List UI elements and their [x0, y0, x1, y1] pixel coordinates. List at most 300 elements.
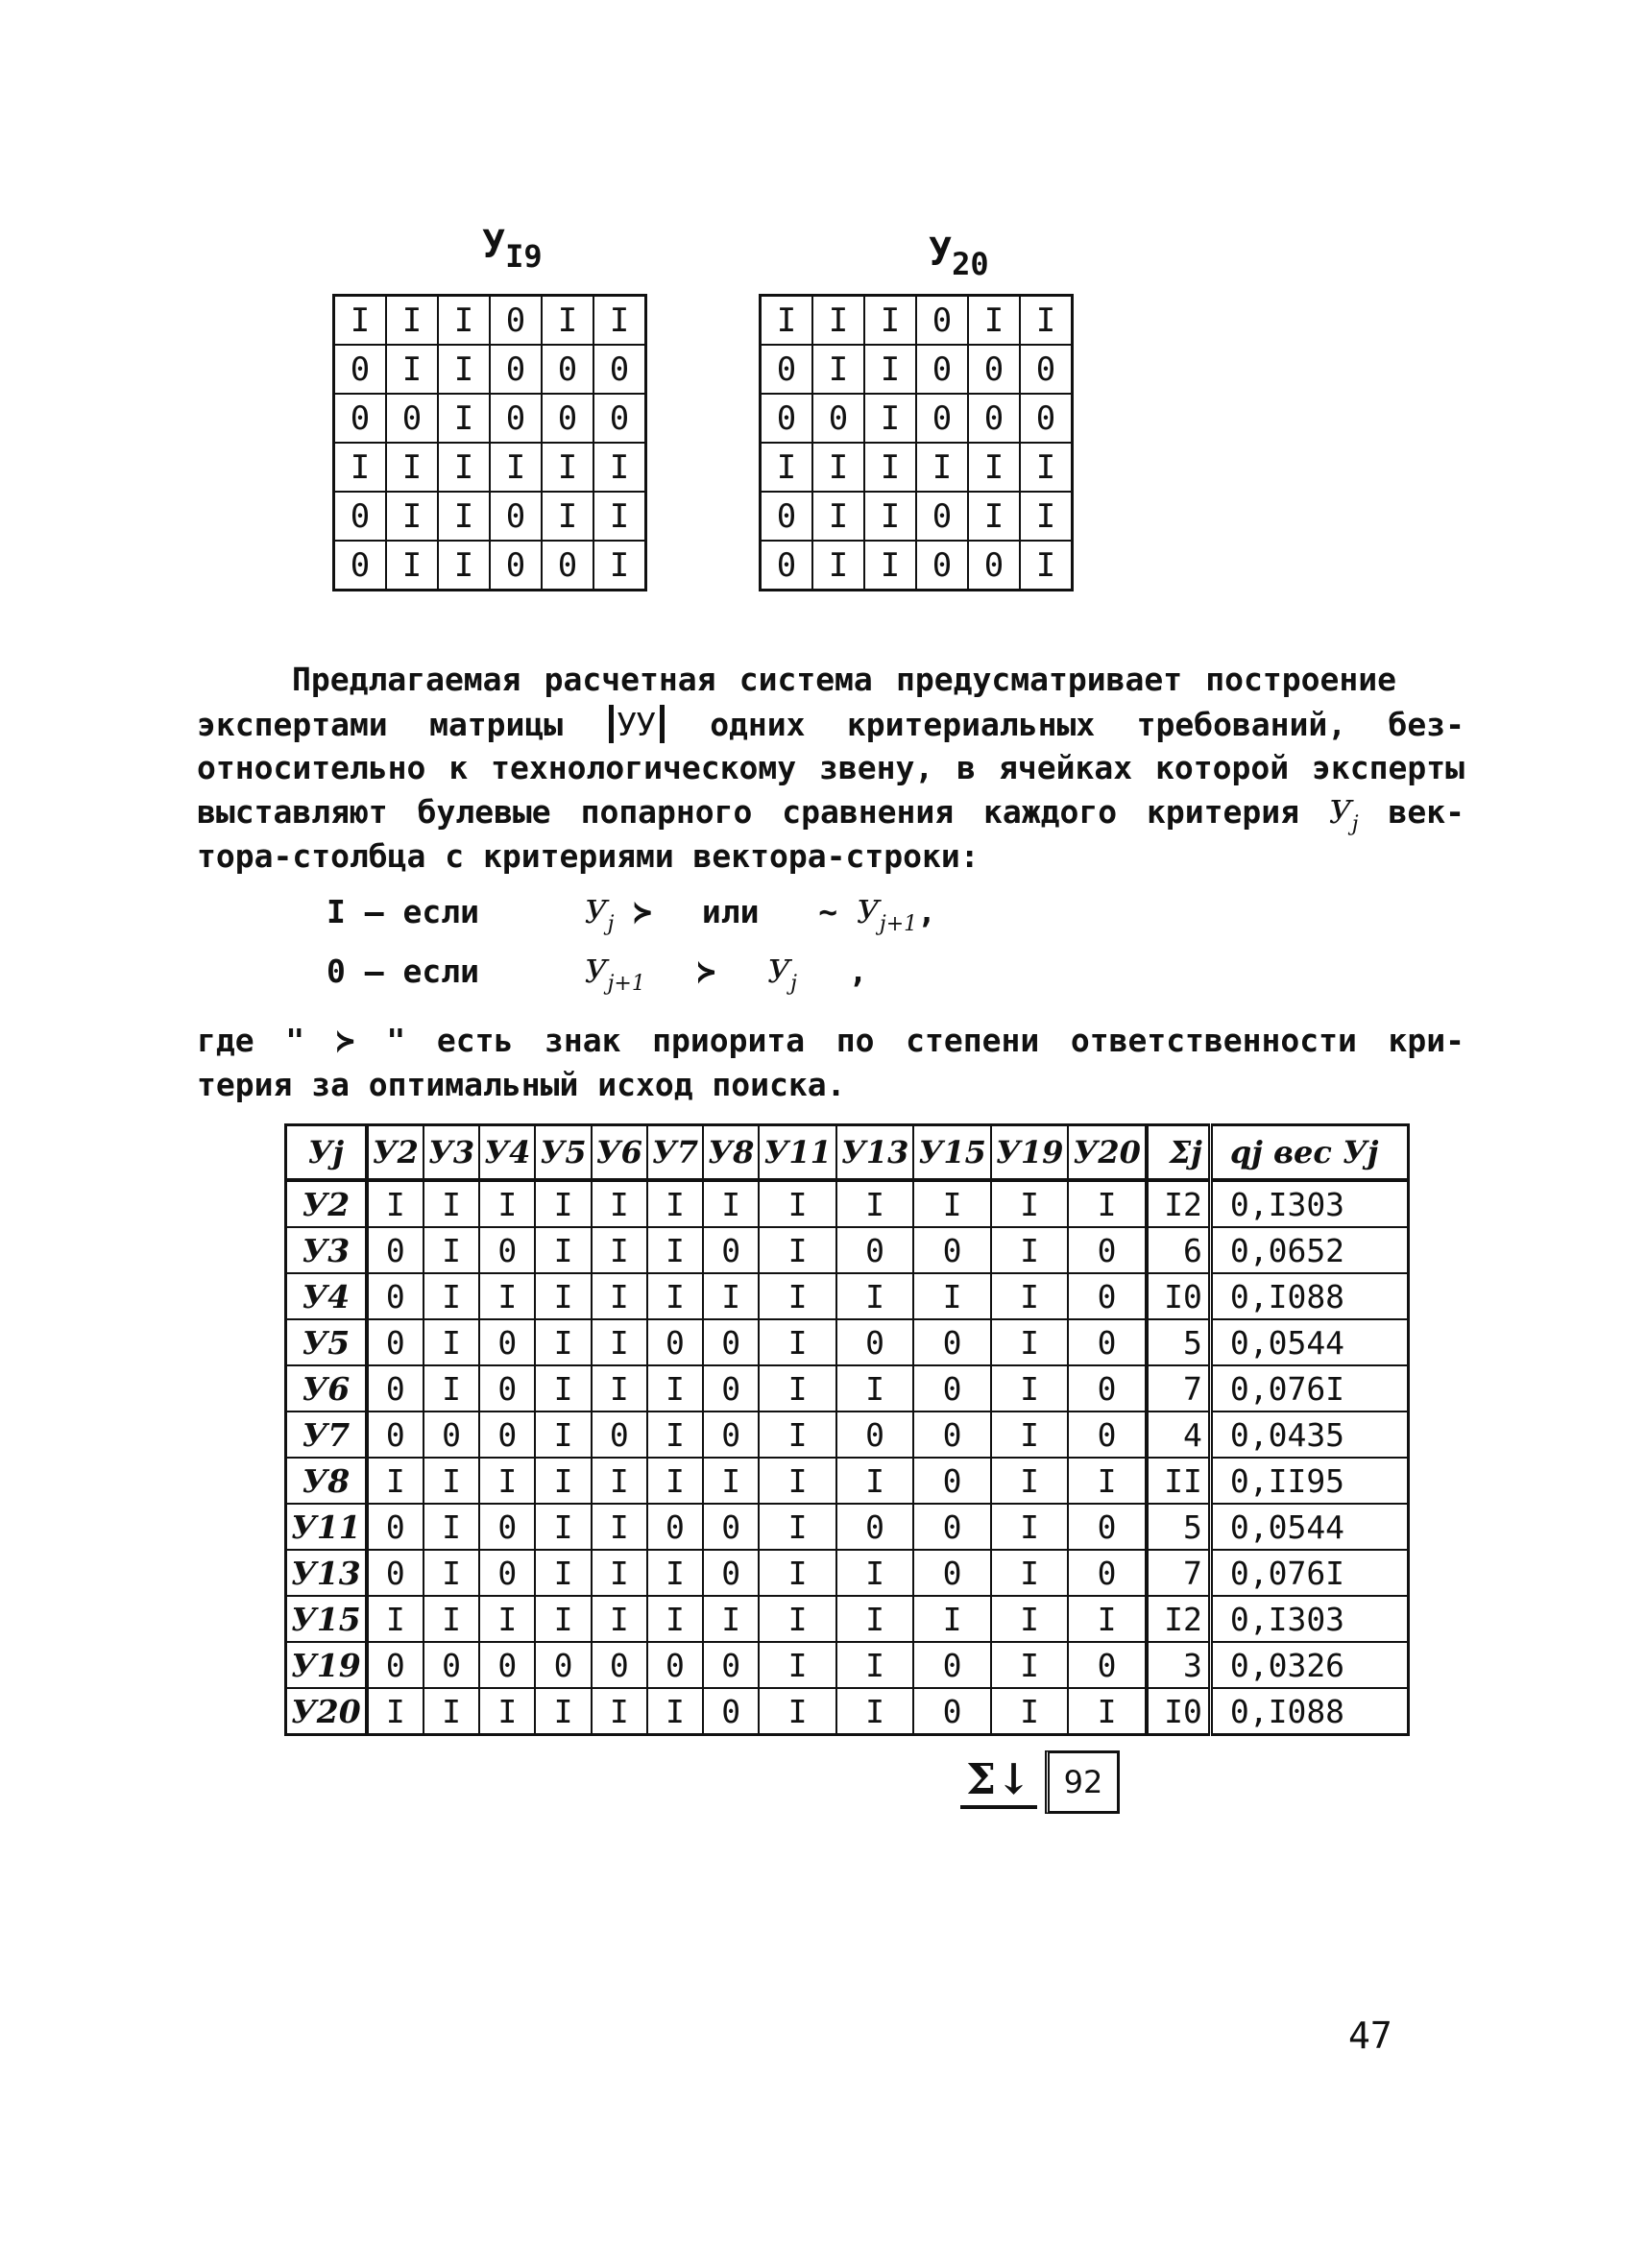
matrix-cell: I — [812, 443, 864, 492]
table-cell: 0 — [367, 1411, 424, 1458]
matrix-cell: I — [542, 443, 593, 492]
total-value: 92 — [1045, 1750, 1120, 1814]
table-cell: 0 — [1068, 1227, 1147, 1273]
matrix-cell: I — [386, 492, 438, 541]
row-sum: 3 — [1147, 1642, 1211, 1688]
table-cell: 0 — [647, 1642, 703, 1688]
table-cell: I — [535, 1688, 591, 1735]
table-cell: I — [991, 1504, 1069, 1550]
table-cell: 0 — [836, 1504, 914, 1550]
table-cell: 0 — [479, 1365, 535, 1411]
matrix-cell: I — [1020, 492, 1073, 541]
paragraph2-line-2: терия за оптимальный исход поиска. — [197, 1066, 846, 1103]
table-cell: I — [759, 1319, 836, 1365]
row-sum: I0 — [1147, 1688, 1211, 1735]
matrix-row — [761, 443, 1073, 492]
table-cell: 0 — [703, 1411, 759, 1458]
matrix-cell: 0 — [916, 492, 968, 541]
matrix-cell: I — [812, 541, 864, 591]
matrix-cell: I — [1020, 443, 1073, 492]
table-cell: 0 — [913, 1550, 991, 1596]
matrix-row — [761, 492, 1073, 541]
table-cell: I — [535, 1504, 591, 1550]
matrix-cell: 0 — [761, 394, 813, 443]
matrix-cell: I — [968, 443, 1020, 492]
table-cell: 0 — [1068, 1642, 1147, 1688]
matrix-cell: I — [386, 443, 438, 492]
row-sum: 6 — [1147, 1227, 1211, 1273]
table-row — [286, 1273, 1409, 1319]
table-cell: 0 — [592, 1642, 647, 1688]
table-row — [286, 1688, 1409, 1735]
table-cell: I — [991, 1365, 1069, 1411]
table-cell: I — [424, 1504, 479, 1550]
matrix-cell: 0 — [968, 345, 1020, 394]
row-weight: 0,076I — [1210, 1365, 1408, 1411]
table-cell: 0 — [1068, 1365, 1147, 1411]
table-cell: 0 — [1068, 1550, 1147, 1596]
table-cell: I — [647, 1180, 703, 1227]
matrix-cell: 0 — [968, 541, 1020, 591]
table-cell: I — [759, 1504, 836, 1550]
table-cell: 0 — [836, 1411, 914, 1458]
table-cell: I — [759, 1458, 836, 1504]
matrix-cell: 0 — [916, 345, 968, 394]
table-cell: 0 — [592, 1411, 647, 1458]
matrix-b — [759, 294, 1074, 591]
table-cell: 0 — [424, 1411, 479, 1458]
table-row — [286, 1180, 1409, 1227]
matrix-row — [761, 394, 1073, 443]
table-cell: I — [424, 1365, 479, 1411]
matrix-cell: I — [438, 492, 490, 541]
matrix-cell: I — [864, 541, 916, 591]
table-cell: I — [647, 1411, 703, 1458]
row-sum: 7 — [1147, 1365, 1211, 1411]
table-cell: 0 — [535, 1642, 591, 1688]
table-cell: 0 — [479, 1411, 535, 1458]
table-cell: I — [479, 1596, 535, 1642]
column-header: У3 — [424, 1125, 479, 1181]
table-cell: I — [759, 1227, 836, 1273]
row-weight: 0,0544 — [1210, 1319, 1408, 1365]
table-cell: 0 — [913, 1458, 991, 1504]
matrix-cell: I — [761, 443, 813, 492]
table-cell: I — [592, 1458, 647, 1504]
table-row — [286, 1319, 1409, 1365]
paragraph-line-5: тора-столбца с критериями вектора-строки: — [197, 837, 980, 875]
table-cell: 0 — [703, 1319, 759, 1365]
matrix-cell: I — [386, 345, 438, 394]
column-header: У19 — [991, 1125, 1069, 1181]
matrix-cell: I — [864, 394, 916, 443]
table-cell: 0 — [703, 1550, 759, 1596]
matrix-row — [761, 296, 1073, 346]
table-cell: I — [535, 1227, 591, 1273]
row-label: У11 — [286, 1504, 367, 1550]
row-weight: 0,0326 — [1210, 1642, 1408, 1688]
table-cell: 0 — [367, 1365, 424, 1411]
matrix-row — [761, 345, 1073, 394]
matrix-cell: 0 — [593, 394, 646, 443]
matrix-cell: I — [864, 492, 916, 541]
matrix-cell: I — [812, 296, 864, 346]
matrix-cell: 0 — [968, 394, 1020, 443]
formula-2: 0 – если $У_{j+1}$ ≻ $У_j$ , — [327, 953, 868, 996]
matrix-cell: I — [864, 345, 916, 394]
table-cell: I — [592, 1227, 647, 1273]
table-cell: I — [759, 1642, 836, 1688]
table-cell: I — [759, 1365, 836, 1411]
table-cell: I — [592, 1596, 647, 1642]
matrix-symbol: УУ — [605, 706, 668, 743]
row-weight: 0,II95 — [1210, 1458, 1408, 1504]
matrix-cell: I — [386, 541, 438, 591]
table-cell: I — [535, 1180, 591, 1227]
table-cell: 0 — [703, 1504, 759, 1550]
table-cell: I — [759, 1550, 836, 1596]
table-cell: I — [836, 1642, 914, 1688]
column-header: У13 — [836, 1125, 914, 1181]
total-label: Σ↓ — [960, 1755, 1037, 1809]
table-cell: 0 — [913, 1227, 991, 1273]
row-label: У8 — [286, 1458, 367, 1504]
table-row — [286, 1550, 1409, 1596]
paragraph-line-3: относительно к технологическому звену, в ячейках которой эксперты — [197, 749, 1464, 786]
matrix-cell: I — [438, 541, 490, 591]
matrix-cell: 0 — [334, 394, 387, 443]
matrix-cell: I — [593, 443, 646, 492]
table-row — [286, 1596, 1409, 1642]
table-cell: I — [592, 1365, 647, 1411]
table-cell: 0 — [913, 1319, 991, 1365]
table-cell: I — [991, 1273, 1069, 1319]
column-header: У5 — [535, 1125, 591, 1181]
matrix-cell: I — [968, 296, 1020, 346]
table-cell: 0 — [479, 1504, 535, 1550]
matrix-cell: I — [438, 345, 490, 394]
row-sum: 5 — [1147, 1319, 1211, 1365]
column-header: У20 — [1068, 1125, 1147, 1181]
table-cell: 0 — [913, 1365, 991, 1411]
matrix-cell: I — [916, 443, 968, 492]
table-cell: I — [647, 1273, 703, 1319]
table-cell: I — [424, 1319, 479, 1365]
table-cell: 0 — [647, 1319, 703, 1365]
column-header: У15 — [913, 1125, 991, 1181]
table-cell: I — [424, 1180, 479, 1227]
table-cell: 0 — [1068, 1411, 1147, 1458]
table-cell: I — [836, 1365, 914, 1411]
row-label: У5 — [286, 1319, 367, 1365]
table-cell: I — [836, 1180, 914, 1227]
matrix-cell: I — [438, 394, 490, 443]
matrix-row — [334, 443, 646, 492]
row-sum: II — [1147, 1458, 1211, 1504]
row-weight: 0,I088 — [1210, 1273, 1408, 1319]
table-cell: I — [991, 1642, 1069, 1688]
table-row — [286, 1504, 1409, 1550]
column-header: У7 — [647, 1125, 703, 1181]
row-sum: I0 — [1147, 1273, 1211, 1319]
matrix-cell: I — [438, 296, 490, 346]
table-row — [286, 1642, 1409, 1688]
table-cell: 0 — [479, 1550, 535, 1596]
matrix-cell: 0 — [490, 541, 542, 591]
matrix-cell: 0 — [334, 345, 387, 394]
table-cell: 0 — [913, 1642, 991, 1688]
row-weight: 0,0544 — [1210, 1504, 1408, 1550]
matrix-cell: 0 — [761, 492, 813, 541]
table-cell: I — [703, 1180, 759, 1227]
matrix-row — [334, 296, 646, 346]
matrix-cell: 0 — [490, 345, 542, 394]
table-cell: 0 — [703, 1365, 759, 1411]
matrix-cell: I — [593, 541, 646, 591]
row-label: У4 — [286, 1273, 367, 1319]
matrix-cell: 0 — [490, 492, 542, 541]
row-weight: 0,0652 — [1210, 1227, 1408, 1273]
table-cell: I — [647, 1365, 703, 1411]
table-cell: I — [836, 1458, 914, 1504]
matrix-cell: I — [593, 296, 646, 346]
matrix-cell: 0 — [593, 345, 646, 394]
row-sum: I2 — [1147, 1596, 1211, 1642]
table-cell: I — [991, 1458, 1069, 1504]
matrix-cell: 0 — [542, 541, 593, 591]
table-cell: 0 — [703, 1642, 759, 1688]
table-cell: I — [759, 1411, 836, 1458]
table-cell: 0 — [479, 1642, 535, 1688]
table-cell: I — [759, 1688, 836, 1735]
row-label: У6 — [286, 1365, 367, 1411]
row-weight: 0,I088 — [1210, 1688, 1408, 1735]
table-cell: 0 — [367, 1504, 424, 1550]
matrix-cell: 0 — [490, 296, 542, 346]
table-cell: I — [836, 1550, 914, 1596]
table-cell: I — [759, 1273, 836, 1319]
table-cell: 0 — [479, 1319, 535, 1365]
row-label: У2 — [286, 1180, 367, 1227]
matrix-cell: I — [1020, 541, 1073, 591]
table-cell: I — [367, 1458, 424, 1504]
table-cell: I — [424, 1227, 479, 1273]
table-cell: I — [913, 1180, 991, 1227]
table-cell: I — [836, 1273, 914, 1319]
table-cell: I — [592, 1319, 647, 1365]
table-cell: 0 — [367, 1227, 424, 1273]
table-cell: I — [991, 1227, 1069, 1273]
column-header: У2 — [367, 1125, 424, 1181]
table-cell: I — [424, 1458, 479, 1504]
paragraph2-line-1: где " ≻ " есть знак приорита по степени ответственности кри- — [197, 1022, 1464, 1059]
matrix-cell: 0 — [1020, 394, 1073, 443]
table-cell: I — [991, 1411, 1069, 1458]
matrix-cell: I — [334, 443, 387, 492]
row-sum: 5 — [1147, 1504, 1211, 1550]
row-label: У7 — [286, 1411, 367, 1458]
table-cell: 0 — [1068, 1319, 1147, 1365]
matrix-cell: 0 — [542, 345, 593, 394]
table-cell: 0 — [647, 1504, 703, 1550]
matrix-cell: I — [542, 492, 593, 541]
table-cell: 0 — [424, 1642, 479, 1688]
matrix-cell: 0 — [916, 541, 968, 591]
formula-1: I – если $У_j$ ≻ или ∼ $У_{j+1}$, — [327, 893, 937, 936]
table-cell: 0 — [913, 1411, 991, 1458]
table-cell: I — [535, 1319, 591, 1365]
matrix-cell: I — [386, 296, 438, 346]
table-cell: I — [703, 1458, 759, 1504]
matrix-row — [334, 492, 646, 541]
paragraph-line-2: экспертами матрицы УУ одних критериальных требований, без- — [197, 706, 1465, 743]
table-cell: I — [367, 1596, 424, 1642]
table-cell: I — [424, 1273, 479, 1319]
matrix-cell: 0 — [490, 394, 542, 443]
table-cell: I — [991, 1319, 1069, 1365]
matrix-row — [334, 541, 646, 591]
matrix-cell: 0 — [761, 345, 813, 394]
table-cell: 0 — [367, 1273, 424, 1319]
matrix-a — [332, 294, 647, 591]
row-weight: 0,076I — [1210, 1550, 1408, 1596]
table-cell: I — [647, 1550, 703, 1596]
column-header: У6 — [592, 1125, 647, 1181]
matrix-cell: 0 — [916, 394, 968, 443]
table-cell: 0 — [367, 1642, 424, 1688]
table-cell: I — [647, 1596, 703, 1642]
table-cell: I — [367, 1688, 424, 1735]
table-cell: I — [479, 1273, 535, 1319]
table-cell: I — [991, 1596, 1069, 1642]
table-cell: I — [1068, 1180, 1147, 1227]
page-number: 47 — [1348, 2015, 1392, 2057]
matrix-cell: I — [968, 492, 1020, 541]
row-weight: 0,I303 — [1210, 1180, 1408, 1227]
table-cell: 0 — [703, 1227, 759, 1273]
matrix-a-title: $У_{I9}$ — [482, 223, 543, 275]
row-label: У13 — [286, 1550, 367, 1596]
table-cell: I — [479, 1688, 535, 1735]
corner-header: Уj — [286, 1125, 367, 1181]
table-cell: I — [1068, 1458, 1147, 1504]
matrix-row — [334, 345, 646, 394]
table-cell: I — [836, 1688, 914, 1735]
row-sum: 4 — [1147, 1411, 1211, 1458]
table-cell: I — [1068, 1688, 1147, 1735]
table-cell: I — [913, 1596, 991, 1642]
matrix-cell: 0 — [386, 394, 438, 443]
table-cell: I — [424, 1688, 479, 1735]
table-cell: I — [592, 1504, 647, 1550]
table-cell: I — [913, 1273, 991, 1319]
row-label: У20 — [286, 1688, 367, 1735]
row-weight: 0,0435 — [1210, 1411, 1408, 1458]
matrix-cell: 0 — [334, 492, 387, 541]
table-cell: 0 — [913, 1688, 991, 1735]
table-cell: I — [647, 1688, 703, 1735]
table-row — [286, 1365, 1409, 1411]
row-label: У3 — [286, 1227, 367, 1273]
table-cell: I — [479, 1458, 535, 1504]
table-cell: I — [592, 1550, 647, 1596]
table-cell: 0 — [1068, 1504, 1147, 1550]
table-cell: 0 — [367, 1550, 424, 1596]
table-cell: I — [759, 1180, 836, 1227]
row-sum: 7 — [1147, 1550, 1211, 1596]
matrix-row — [334, 394, 646, 443]
weight-header: qj вес Уj — [1210, 1125, 1408, 1181]
table-cell: 0 — [836, 1319, 914, 1365]
matrix-cell: I — [864, 443, 916, 492]
matrix-cell: I — [864, 296, 916, 346]
total-row — [960, 1753, 1120, 1811]
table-cell: I — [367, 1180, 424, 1227]
table-cell: I — [703, 1596, 759, 1642]
matrix-cell: I — [334, 296, 387, 346]
row-weight: 0,I303 — [1210, 1596, 1408, 1642]
column-header: У8 — [703, 1125, 759, 1181]
table-cell: I — [479, 1180, 535, 1227]
matrix-row — [761, 541, 1073, 591]
matrix-cell: I — [438, 443, 490, 492]
table-cell: I — [424, 1596, 479, 1642]
table-cell: I — [991, 1688, 1069, 1735]
table-cell: 0 — [367, 1319, 424, 1365]
matrix-cell: I — [542, 296, 593, 346]
table-cell: 0 — [703, 1688, 759, 1735]
row-label: У19 — [286, 1642, 367, 1688]
table-cell: 0 — [836, 1227, 914, 1273]
matrix-cell: I — [812, 492, 864, 541]
paragraph-line-1: Предлагаемая расчетная система предусматривает построение — [292, 661, 1396, 698]
matrix-cell: 0 — [812, 394, 864, 443]
table-cell: I — [647, 1227, 703, 1273]
sum-header: Σj — [1147, 1125, 1211, 1181]
table-cell: I — [592, 1180, 647, 1227]
table-cell: I — [1068, 1596, 1147, 1642]
matrix-cell: I — [490, 443, 542, 492]
table-row — [286, 1458, 1409, 1504]
column-header: У4 — [479, 1125, 535, 1181]
table-cell: 0 — [479, 1227, 535, 1273]
table-cell: I — [836, 1596, 914, 1642]
table-cell: I — [535, 1411, 591, 1458]
table-cell: I — [424, 1550, 479, 1596]
table-cell: I — [991, 1550, 1069, 1596]
row-sum: I2 — [1147, 1180, 1211, 1227]
table-cell: I — [535, 1458, 591, 1504]
matrix-cell: I — [1020, 296, 1073, 346]
table-row — [286, 1411, 1409, 1458]
table-cell: I — [592, 1688, 647, 1735]
table-cell: I — [535, 1365, 591, 1411]
table-cell: I — [647, 1458, 703, 1504]
table-cell: I — [535, 1550, 591, 1596]
matrix-cell: 0 — [334, 541, 387, 591]
table-cell: I — [991, 1180, 1069, 1227]
paragraph-line-4: выставляют булевые попарного сравнения каждого критерия $У_j$ век- — [197, 793, 1464, 836]
matrix-cell: 0 — [542, 394, 593, 443]
column-header: У11 — [759, 1125, 836, 1181]
matrix-b-title: $У_{20}$ — [929, 230, 989, 282]
table-cell: I — [592, 1273, 647, 1319]
table-cell: I — [703, 1273, 759, 1319]
matrix-cell: 0 — [916, 296, 968, 346]
matrix-cell: I — [761, 296, 813, 346]
table-cell: I — [535, 1273, 591, 1319]
matrix-cell: I — [812, 345, 864, 394]
